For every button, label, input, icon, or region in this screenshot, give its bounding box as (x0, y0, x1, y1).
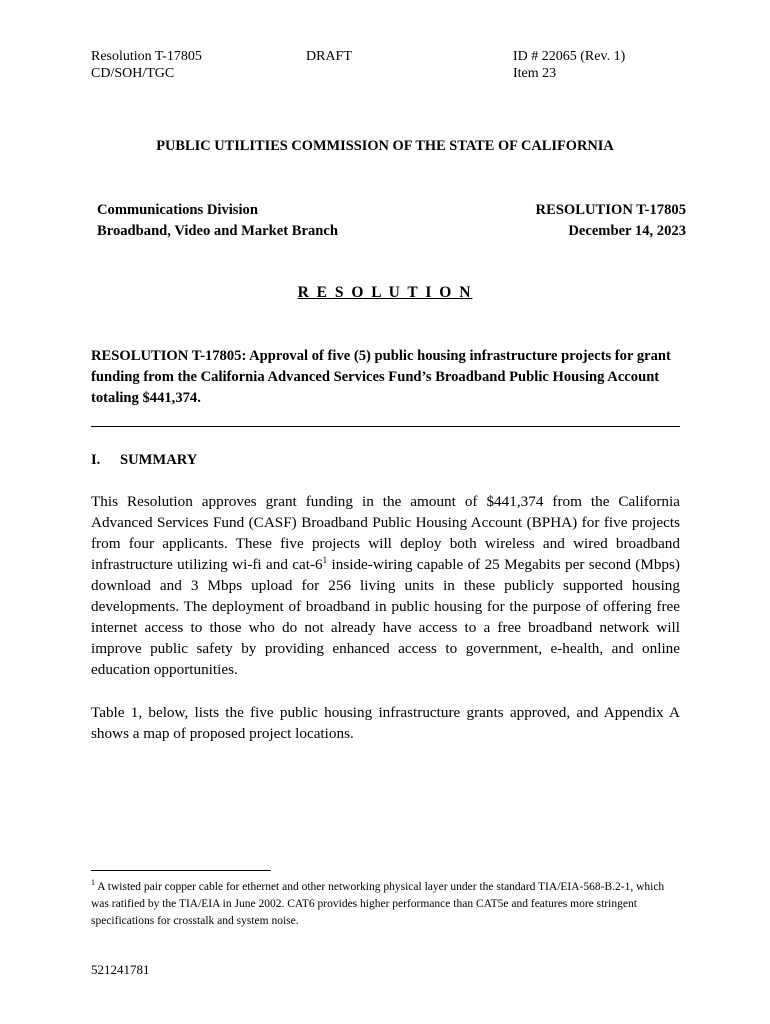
header-left (91, 48, 202, 82)
section-title: SUMMARY (119, 452, 198, 468)
summary-paragraph (91, 491, 680, 680)
resolution-title: R E S O L U T I O N (297, 284, 473, 301)
summary-text-end: inside-wiring capable of 25 Megabits per second (Mbps) download and 3 Mbps upload for 256 living units in these publicly supported housing developments. The deployment of broadband in public housing for the purpose of offering free internet access to those who do not already have access to a free broadband network will improve public safety by providing enhanced access to government, e-health, and online education opportunities. (91, 556, 680, 678)
resolution-number-label: Resolution T-17805 (91, 49, 202, 64)
header-right (513, 48, 625, 82)
footnote-text: A twisted pair copper cable for ethernet and other networking physical layer under the standard TIA/EIA-568-B.2-1, which was ratified by the TIA/EIA in June 2002. CAT6 provides higher performance than CAT5e and features more stringent specifications for crosstalk and system noise. (91, 881, 665, 927)
commission-title: PUBLIC UTILITIES COMMISSION OF THE STATE OF CALIFORNIA (156, 138, 614, 154)
footnote (91, 879, 681, 930)
draft-label: DRAFT (306, 49, 352, 64)
footnote-divider (91, 870, 271, 871)
footnote-reference: 1 (322, 554, 328, 565)
item-number-label: Item 23 (513, 66, 557, 81)
section-heading (91, 452, 197, 469)
table-reference-paragraph: Table 1, below, lists the five public housing infrastructure grants approved, and Appendix A shows a map of proposed project locations. (91, 704, 680, 742)
branch-name: Broadband, Video and Market Branch (97, 223, 338, 239)
division-block (97, 200, 338, 242)
resolution-ref-block (536, 200, 686, 242)
summary-text-start: This Resolution approves grant funding in the amount of $441,374 from the California Advanced Services Fund (CASF) Broadband Public Housing Account (BPHA) for five projects from four applicants. These five projects will deploy both wireless and wired broadband infrastructure utilizing wi-fi and cat-6 (91, 493, 680, 573)
division-name: Communications Division (97, 202, 258, 218)
section-number: I. (91, 452, 101, 468)
division-code-label: CD/SOH/TGC (91, 66, 175, 81)
heading-divider (91, 426, 680, 427)
document-id-label: ID # 22065 (Rev. 1) (513, 49, 626, 64)
resolution-ref-number: RESOLUTION T-17805 (535, 202, 686, 218)
resolution-heading: RESOLUTION T-17805: Approval of five (5) public housing infrastructure projects for grant funding from the California Advanced Services Fund’s Broadband Public Housing Account totaling $441,374. (91, 348, 671, 406)
footer-document-id: 521241781 (91, 962, 150, 977)
footnote-marker: 1 (91, 878, 95, 888)
resolution-ref-date: December 14, 2023 (568, 223, 686, 239)
